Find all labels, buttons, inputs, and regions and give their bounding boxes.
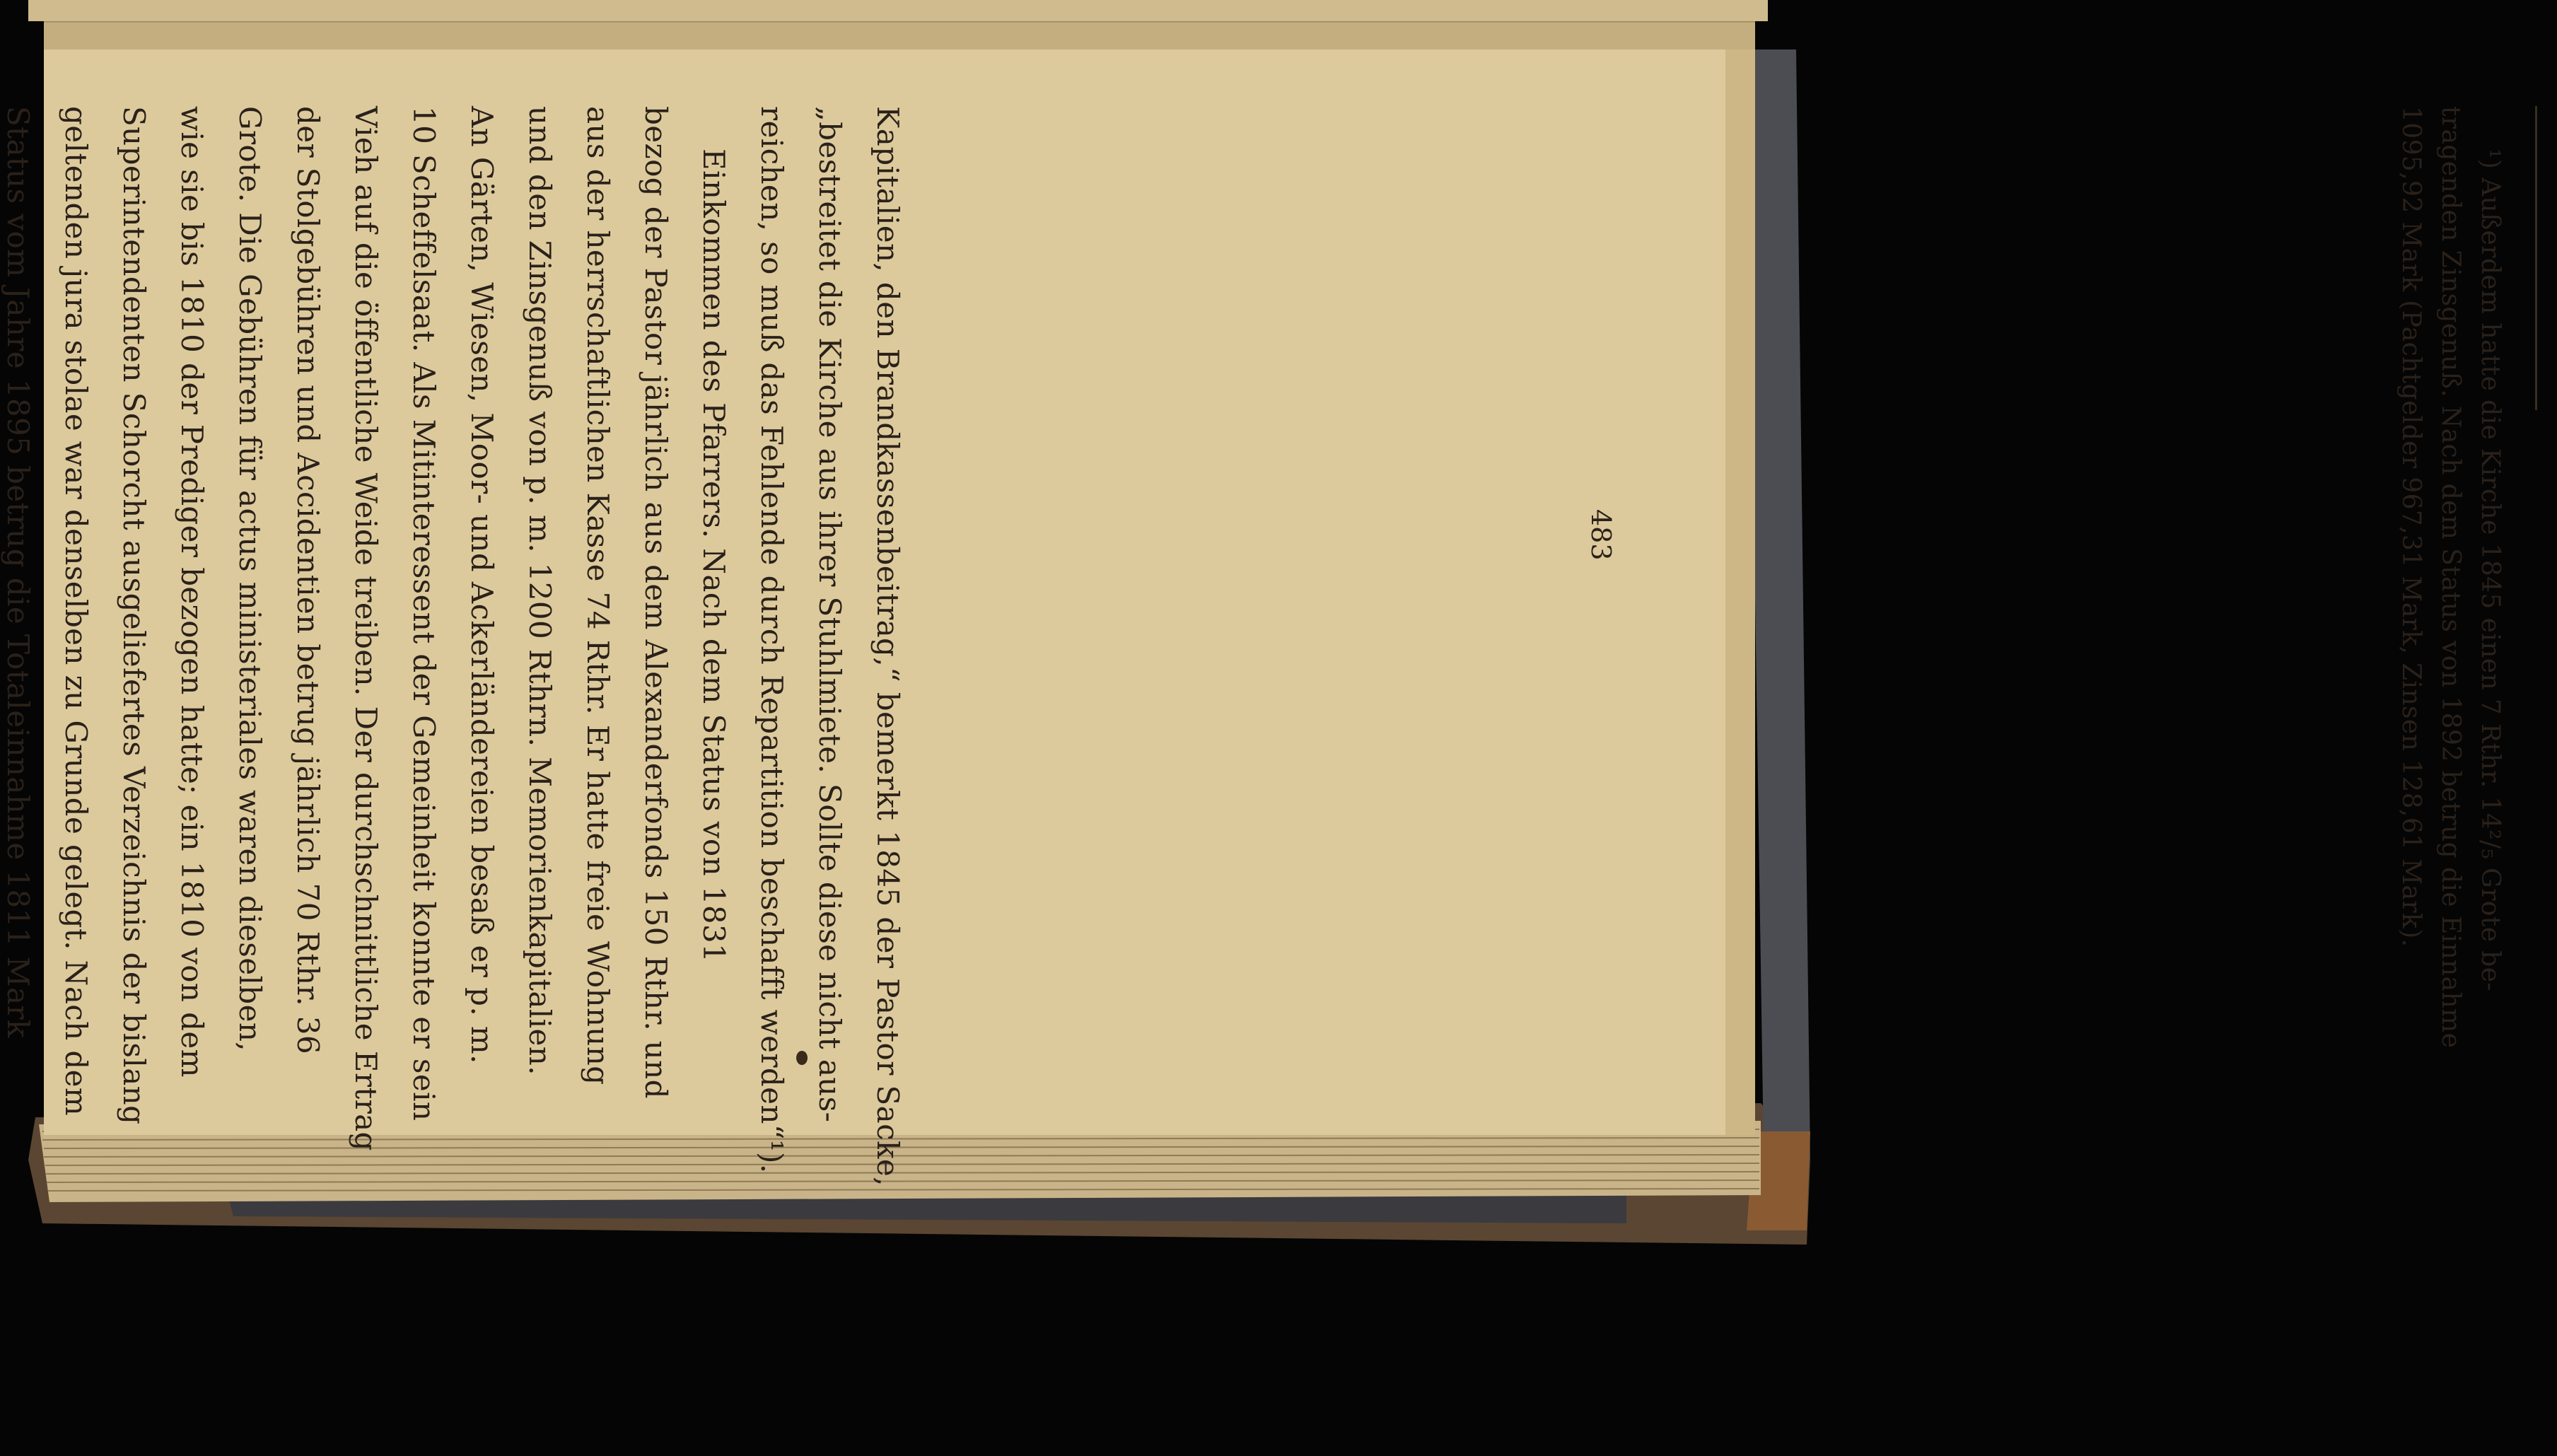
footnote bbox=[2391, 106, 2557, 1048]
text-line: Status vom Jahre 1895 betrug die Totaleinnahme 1811 Mark bbox=[1, 106, 35, 1038]
text-line: Vieh auf die öffentliche Weide treiben. Der durchschnittliche Ertrag bbox=[349, 106, 383, 1151]
body-text bbox=[0, 106, 916, 1187]
gutter-shadow bbox=[44, 21, 1755, 49]
text-line: und den Zinsgenuß von p. m. 1200 Rthrn. Memorienkapitalien. bbox=[523, 106, 557, 1076]
text-line: wie sie bis 1810 der Prediger bezogen hatte; ein 1810 von dem bbox=[175, 106, 209, 1078]
text-line: „bestreitet die Kirche aus ihrer Stuhlmiete. Sollte diese nicht aus- bbox=[812, 106, 847, 1123]
section-heading-line: Einkommen des Pfarrers. Nach dem Status von 1831 bbox=[697, 148, 731, 963]
text-line: 10 Scheffelsaat. Als Mitinteressent der Gemeinheit konnte er sein bbox=[407, 106, 441, 1122]
text-line: reichen, so muß das Fehlende durch Repartition beschafft werden“¹). bbox=[755, 106, 789, 1174]
text-line: aus der herrschaftlichen Kasse 74 Rthr. Er hatte freie Wohnung bbox=[581, 106, 615, 1085]
page-number: 483 bbox=[1585, 509, 1617, 561]
footnote-line: ¹) Außerdem hatte die Kirche 1845 einen 7 Rthr. 14²/₅ Grote be- bbox=[2476, 148, 2505, 992]
footnote-line: tragenden Zinsgenuß. Nach dem Status von 1892 betrug die Einnahme bbox=[2436, 106, 2465, 1049]
ink-spot bbox=[796, 1051, 808, 1065]
text-line: Kapitalien, den Brandkassenbeitrag,“ bemerkt 1845 der Pastor Sacke, bbox=[870, 106, 905, 1187]
footnote-line: 1095,92 Mark (Pachtgelder 967,31 Mark, Zinsen 128,61 Mark). bbox=[2396, 106, 2425, 948]
footnote-rule bbox=[2535, 106, 2537, 410]
text-line: der Stolgebühren und Accidentien betrug jährlich 70 Rthr. 36 bbox=[291, 106, 325, 1055]
text-line: geltenden jura stolae war denselben zu Grunde gelegt. Nach dem bbox=[59, 106, 93, 1117]
text-line: bezog der Pastor jährlich aus dem Alexanderfonds 150 Rthr. und bbox=[639, 106, 673, 1099]
top-page-margin bbox=[28, 0, 1768, 21]
text-line: An Gärten, Wiesen, Moor- und Ackerländereien besaß er p. m. bbox=[465, 106, 499, 1064]
text-line: Grote. Die Gebühren für actus ministeriales waren dieselben, bbox=[233, 106, 267, 1052]
text-line: Superintendenten Schorcht ausgeliefertes Verzeichnis der bislang bbox=[117, 106, 151, 1125]
page-edge-right bbox=[1725, 21, 1755, 1135]
